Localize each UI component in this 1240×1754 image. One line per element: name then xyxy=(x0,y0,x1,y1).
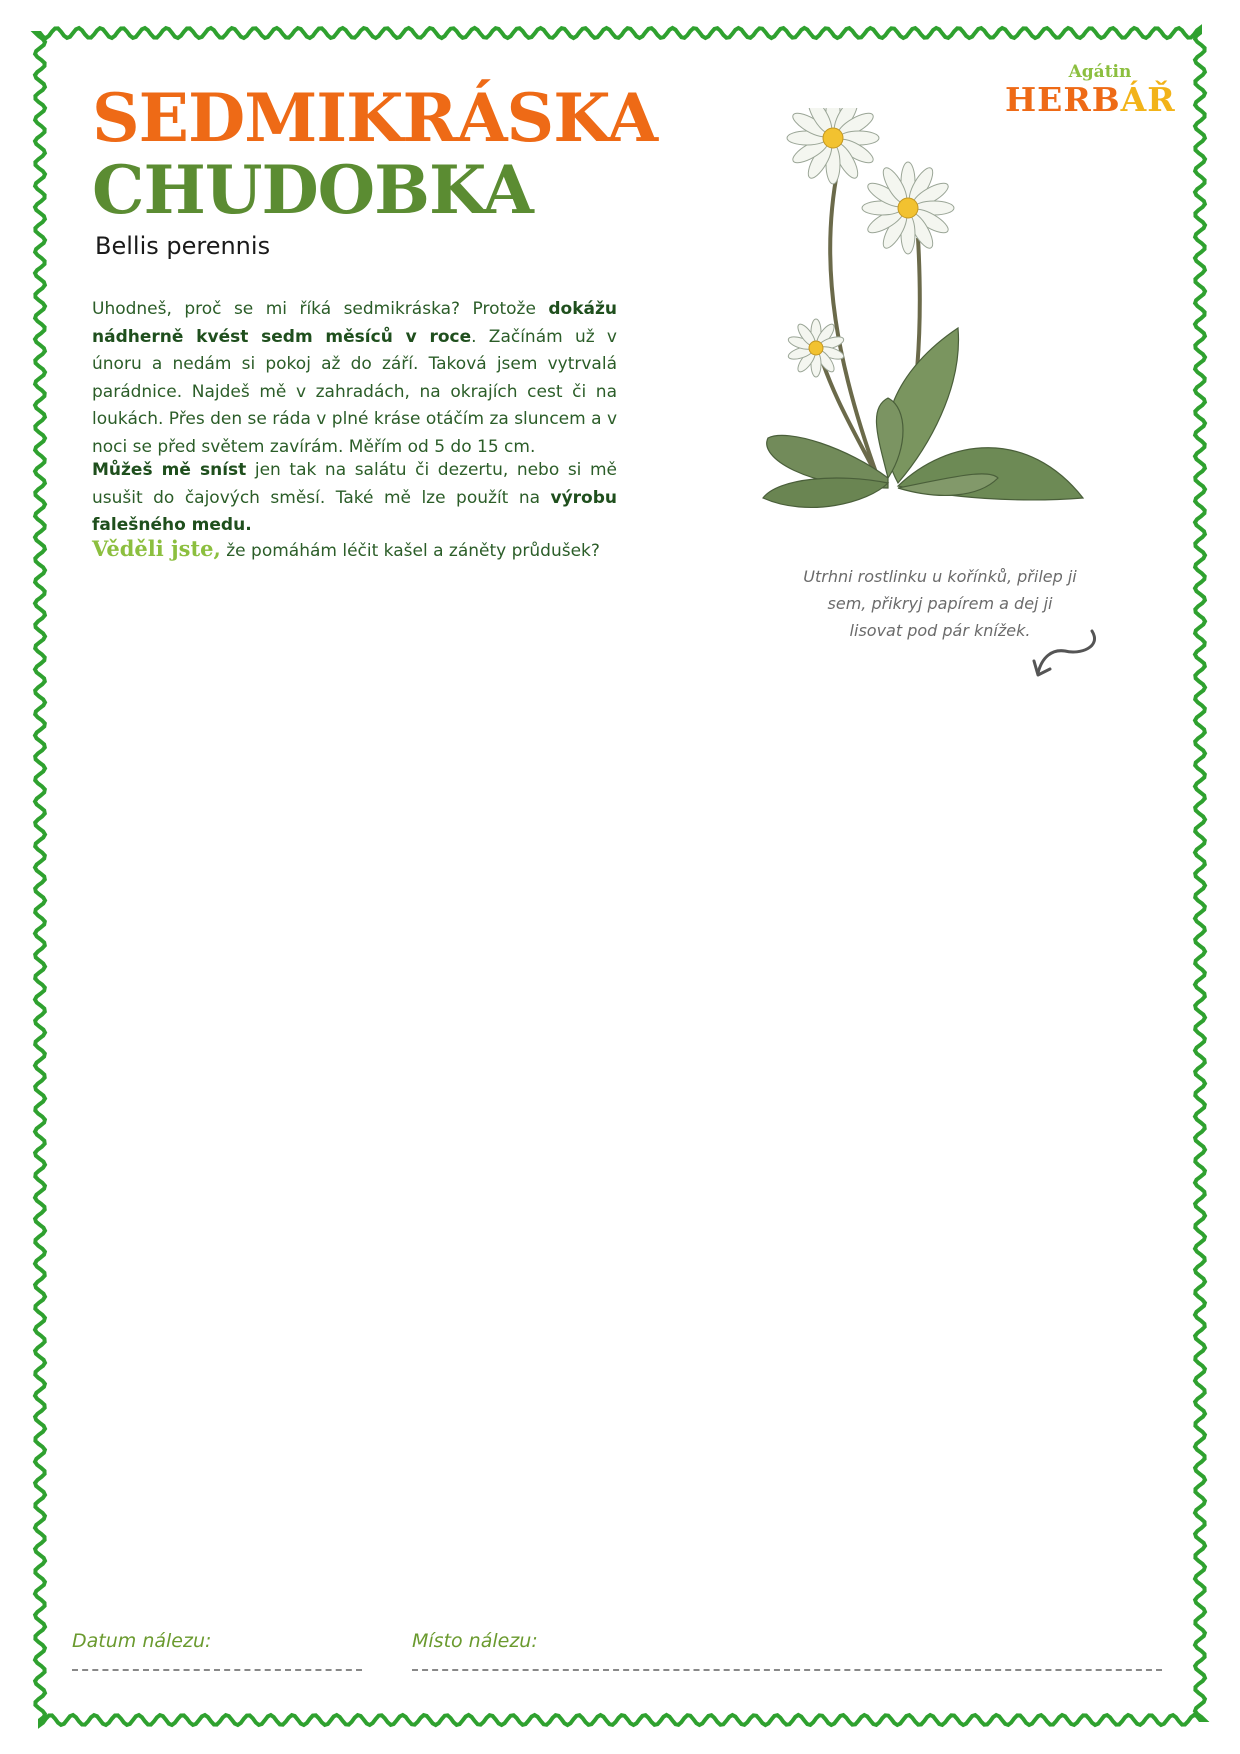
title-line-2: CHUDOBKA xyxy=(92,151,533,229)
did-you-know-heading: Věděli jste, xyxy=(92,536,221,561)
p2-bold-a: Můžeš mě sníst xyxy=(92,460,247,480)
logo-herb: HERB xyxy=(1005,80,1121,119)
description-paragraph xyxy=(92,296,617,461)
pressing-instruction: Utrhni rostlinku u kořínků, přilep ji sem, přikryj papírem a dej ji lisovat pod pár knížek. xyxy=(803,567,1077,640)
place-field-line[interactable] xyxy=(412,1669,1162,1671)
usage-paragraph xyxy=(92,457,617,540)
p1-text-a: Uhodneš, proč se mi říká sedmikráska? Protože xyxy=(92,299,549,319)
place-label: Místo nálezu: xyxy=(412,1630,538,1652)
p2-text: jen tak na salátu či dezertu, nebo si mě usušit do čajových směsí. Také mě lze použít na xyxy=(92,460,618,508)
p1-bold: dokážu nádherně kvést sedm měsíců v roce xyxy=(92,299,617,347)
date-label: Datum nálezu: xyxy=(72,1630,212,1652)
logo-small-text: Agátin xyxy=(1068,62,1132,82)
date-field-line[interactable] xyxy=(72,1669,362,1671)
curved-arrow-icon xyxy=(1030,625,1100,685)
did-you-know-text: že pomáhám léčit kašel a záněty průdušek? xyxy=(220,541,600,561)
title-line-1: SEDMIKRÁSKA xyxy=(92,79,658,157)
p2-bold-b: výrobu falešného medu. xyxy=(92,487,617,535)
logo-ar: ÁŘ xyxy=(1120,80,1176,119)
daisy-plant-illustration xyxy=(748,108,1098,523)
latin-name: Bellis perennis xyxy=(95,232,271,260)
p1-text-b: . Začínám už v únoru a nedám si pokoj až do září. Taková jsem vytrvalá parádnice. Najdeš mě v zahradách, na okrajích cest či na loukách. Přes den se ráda v plné kráse otáčím za sluncem a v noci se před světem zavírám. Měřím od 5 do 15 cm. xyxy=(92,326,617,457)
did-you-know xyxy=(92,536,652,561)
